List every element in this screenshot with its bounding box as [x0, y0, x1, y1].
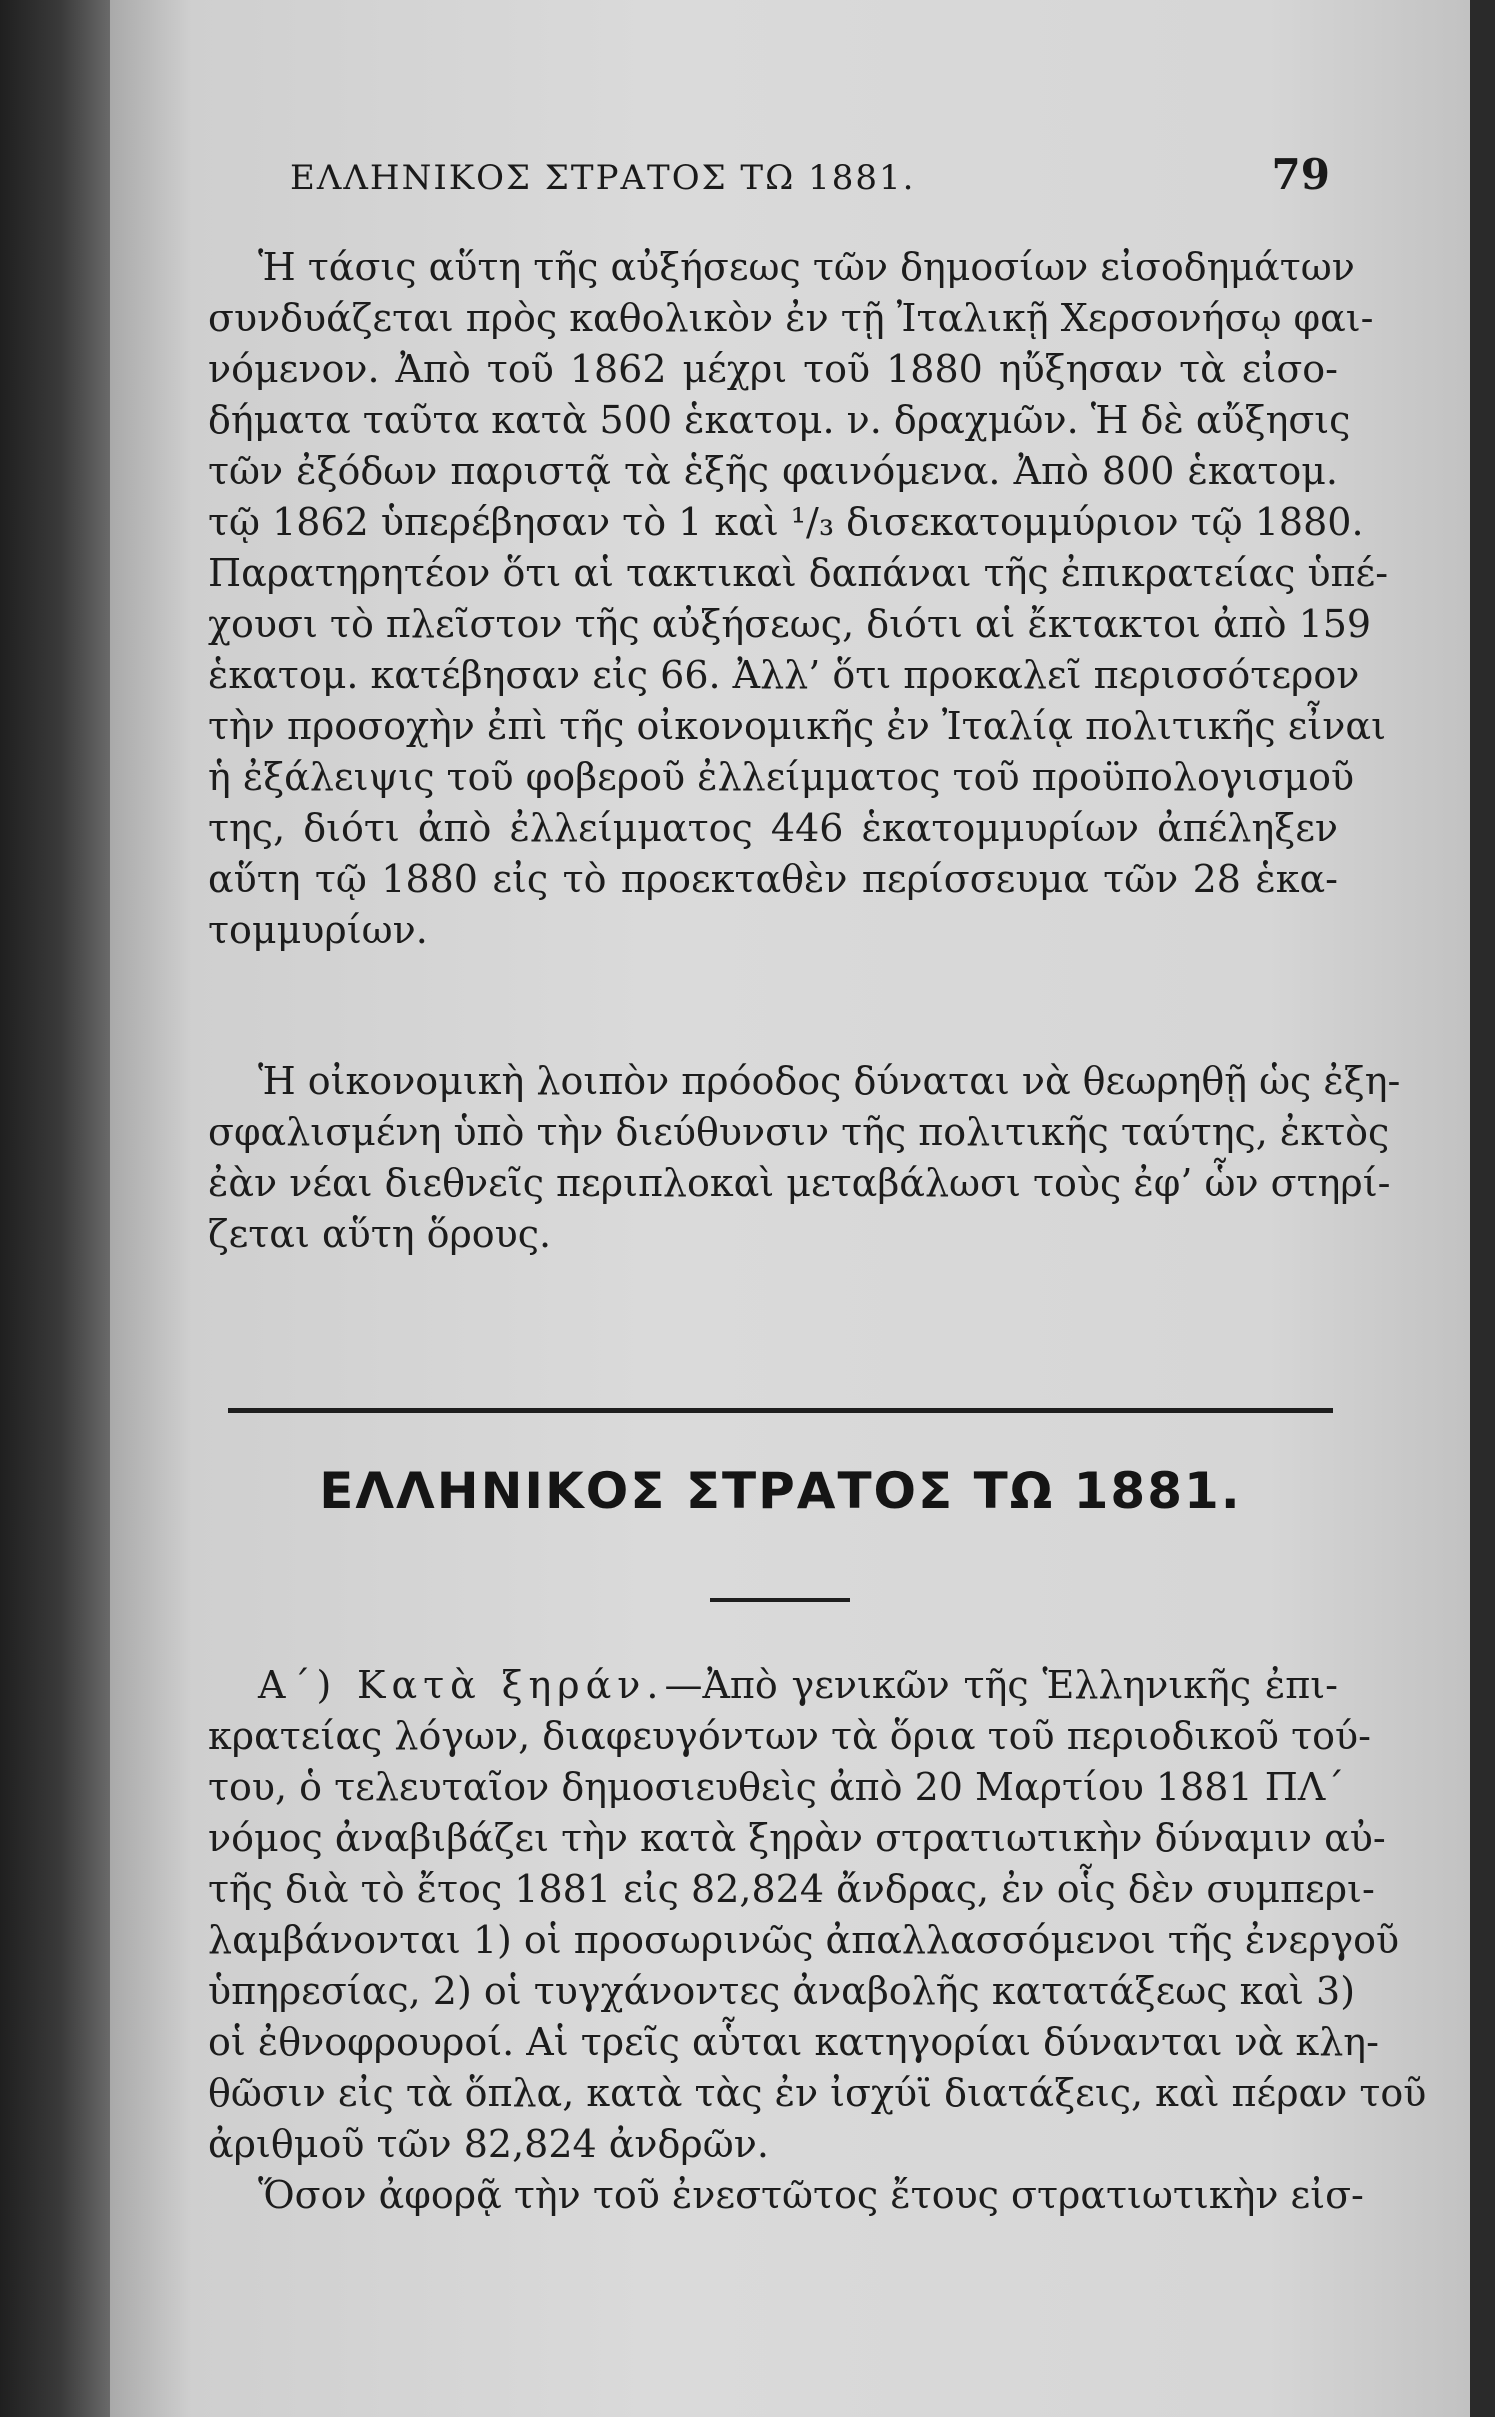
text-line: δήματα ταῦτα κατὰ 500 ἑκατομ. ν. δραχμῶν. Ἡ δὲ αὔξησις — [208, 398, 1351, 442]
text-line: λαμβάνονται 1) οἱ προσωρινῶς ἀπαλλασσόμενοι τῆς ἐνεργοῦ — [208, 1918, 1400, 1962]
text-line: της, διότι ἀπὸ ἐλλείμματος 446 ἑκατομμυρίων ἀπέληξεν — [208, 806, 1338, 850]
section-divider-rule — [228, 1408, 1333, 1413]
section-title: ΕΛΛΗΝΙΚΟΣ ΣΤΡΑΤΟΣ ΤΩ 1881. — [319, 1462, 1242, 1520]
text-line: τὴν προσοχὴν ἐπὶ τῆς οἰκονομικῆς ἐν Ἰταλίᾳ πολιτικῆς εἶναι — [208, 704, 1386, 748]
text-line: ζεται αὕτη ὅρους. — [208, 1212, 552, 1256]
text-line: τομμυρίων. — [208, 908, 428, 952]
title-underline-rule — [710, 1598, 850, 1602]
text-line: ὑπηρεσίας, 2) οἱ τυγχάνοντες ἀναβολῆς κατατάξεως καὶ 3) — [208, 1969, 1356, 2013]
text-line: ἡ ἐξάλειψις τοῦ φοβεροῦ ἐλλείμματος τοῦ προϋπολογισμοῦ — [208, 755, 1355, 799]
subsection-lead: Α΄) Κατὰ ξηράν. — [258, 1663, 665, 1707]
page-number: 79 — [1271, 150, 1330, 199]
text-line: Ὅσον ἀφορᾷ τὴν τοῦ ἐνεστῶτος ἔτους στρατιωτικὴν εἰσ- — [258, 2173, 1364, 2217]
running-title: ΕΛΛΗΝΙΚΟΣ ΣΤΡΑΤΟΣ ΤΩ 1881. — [290, 158, 916, 198]
text-line: νόμενον. Ἀπὸ τοῦ 1862 μέχρι τοῦ 1880 ηὔξησαν τὰ εἰσο- — [208, 347, 1338, 391]
text-line — [208, 1660, 1338, 1711]
text-line: τῆς διὰ τὸ ἔτος 1881 εἰς 82,824 ἄνδρας, ἐν οἷς δὲν συμπερι- — [208, 1867, 1375, 1911]
text-line: ἑκατομ. κατέβησαν εἰς 66. Ἀλλ’ ὅτι προκαλεῖ περισσότερον — [208, 653, 1360, 697]
book-spine-shadow — [0, 0, 110, 2417]
text-line: θῶσιν εἰς τὰ ὅπλα, κατὰ τὰς ἐν ἰσχύϊ διατάξεις, καὶ πέραν τοῦ — [208, 2071, 1427, 2115]
text-line: συνδυάζεται πρὸς καθολικὸν ἐν τῇ Ἰταλικῇ Χερσονήσῳ φαι- — [208, 296, 1374, 340]
text-line: του, ὁ τελευταῖον δημοσιευθεὶς ἀπὸ 20 Μαρτίου 1881 ΠΛ΄ — [208, 1765, 1345, 1809]
paragraph-tax-revenue — [208, 242, 1389, 956]
paragraph-economic-progress — [208, 1056, 1401, 1260]
text-line: σφαλισμένη ὑπὸ τὴν διεύθυνσιν τῆς πολιτικῆς ταύτης, ἐκτὸς — [208, 1110, 1390, 1154]
paragraph-land-army — [208, 1660, 1427, 2170]
subsection-lead-rest: —Ἀπὸ γενικῶν τῆς Ἑλληνικῆς ἐπι- — [664, 1663, 1338, 1707]
paragraph-current-year — [208, 2170, 1364, 2221]
text-line: τῶν ἐξόδων παριστᾷ τὰ ἑξῆς φαινόμενα. Ἀπὸ 800 ἑκατομ. — [208, 449, 1338, 493]
text-line: αὕτη τῷ 1880 εἰς τὸ προεκταθὲν περίσσευμα τῶν 28 ἑκα- — [208, 857, 1338, 901]
text-line: ἀριθμοῦ τῶν 82,824 ἀνδρῶν. — [208, 2122, 769, 2166]
text-line: χουσι τὸ πλεῖστον τῆς αὐξήσεως, διότι αἱ ἔκτακτοι ἀπὸ 159 — [208, 602, 1372, 646]
text-line: ἐὰν νέαι διεθνεῖς περιπλοκαὶ μεταβάλωσι τοὺς ἐφ’ ὧν στηρί- — [208, 1161, 1391, 1205]
text-line: Ἡ οἰκονομικὴ λοιπὸν πρόοδος δύναται νὰ θεωρηθῇ ὡς ἐξη- — [258, 1059, 1401, 1103]
text-line: Ἡ τάσις αὕτη τῆς αὐξήσεως τῶν δημοσίων εἰσοδημάτων — [258, 245, 1355, 289]
text-line: Παρατηρητέον ὅτι αἱ τακτικαὶ δαπάναι τῆς ἐπικρατείας ὑπέ- — [208, 551, 1389, 595]
text-line: οἱ ἐθνοφρουροί. Αἱ τρεῖς αὗται κατηγορίαι δύνανται νὰ κλη- — [208, 2020, 1379, 2064]
text-line: νόμος ἀναβιβάζει τὴν κατὰ ξηρὰν στρατιωτικὴν δύναμιν αὐ- — [208, 1816, 1386, 1860]
text-line: κρατείας λόγων, διαφευγόντων τὰ ὅρια τοῦ περιοδικοῦ τού- — [208, 1714, 1371, 1758]
text-line: τῷ 1862 ὑπερέβησαν τὸ 1 καὶ ¹/₃ δισεκατομμύριον τῷ 1880. — [208, 500, 1364, 544]
running-head — [290, 150, 1330, 210]
